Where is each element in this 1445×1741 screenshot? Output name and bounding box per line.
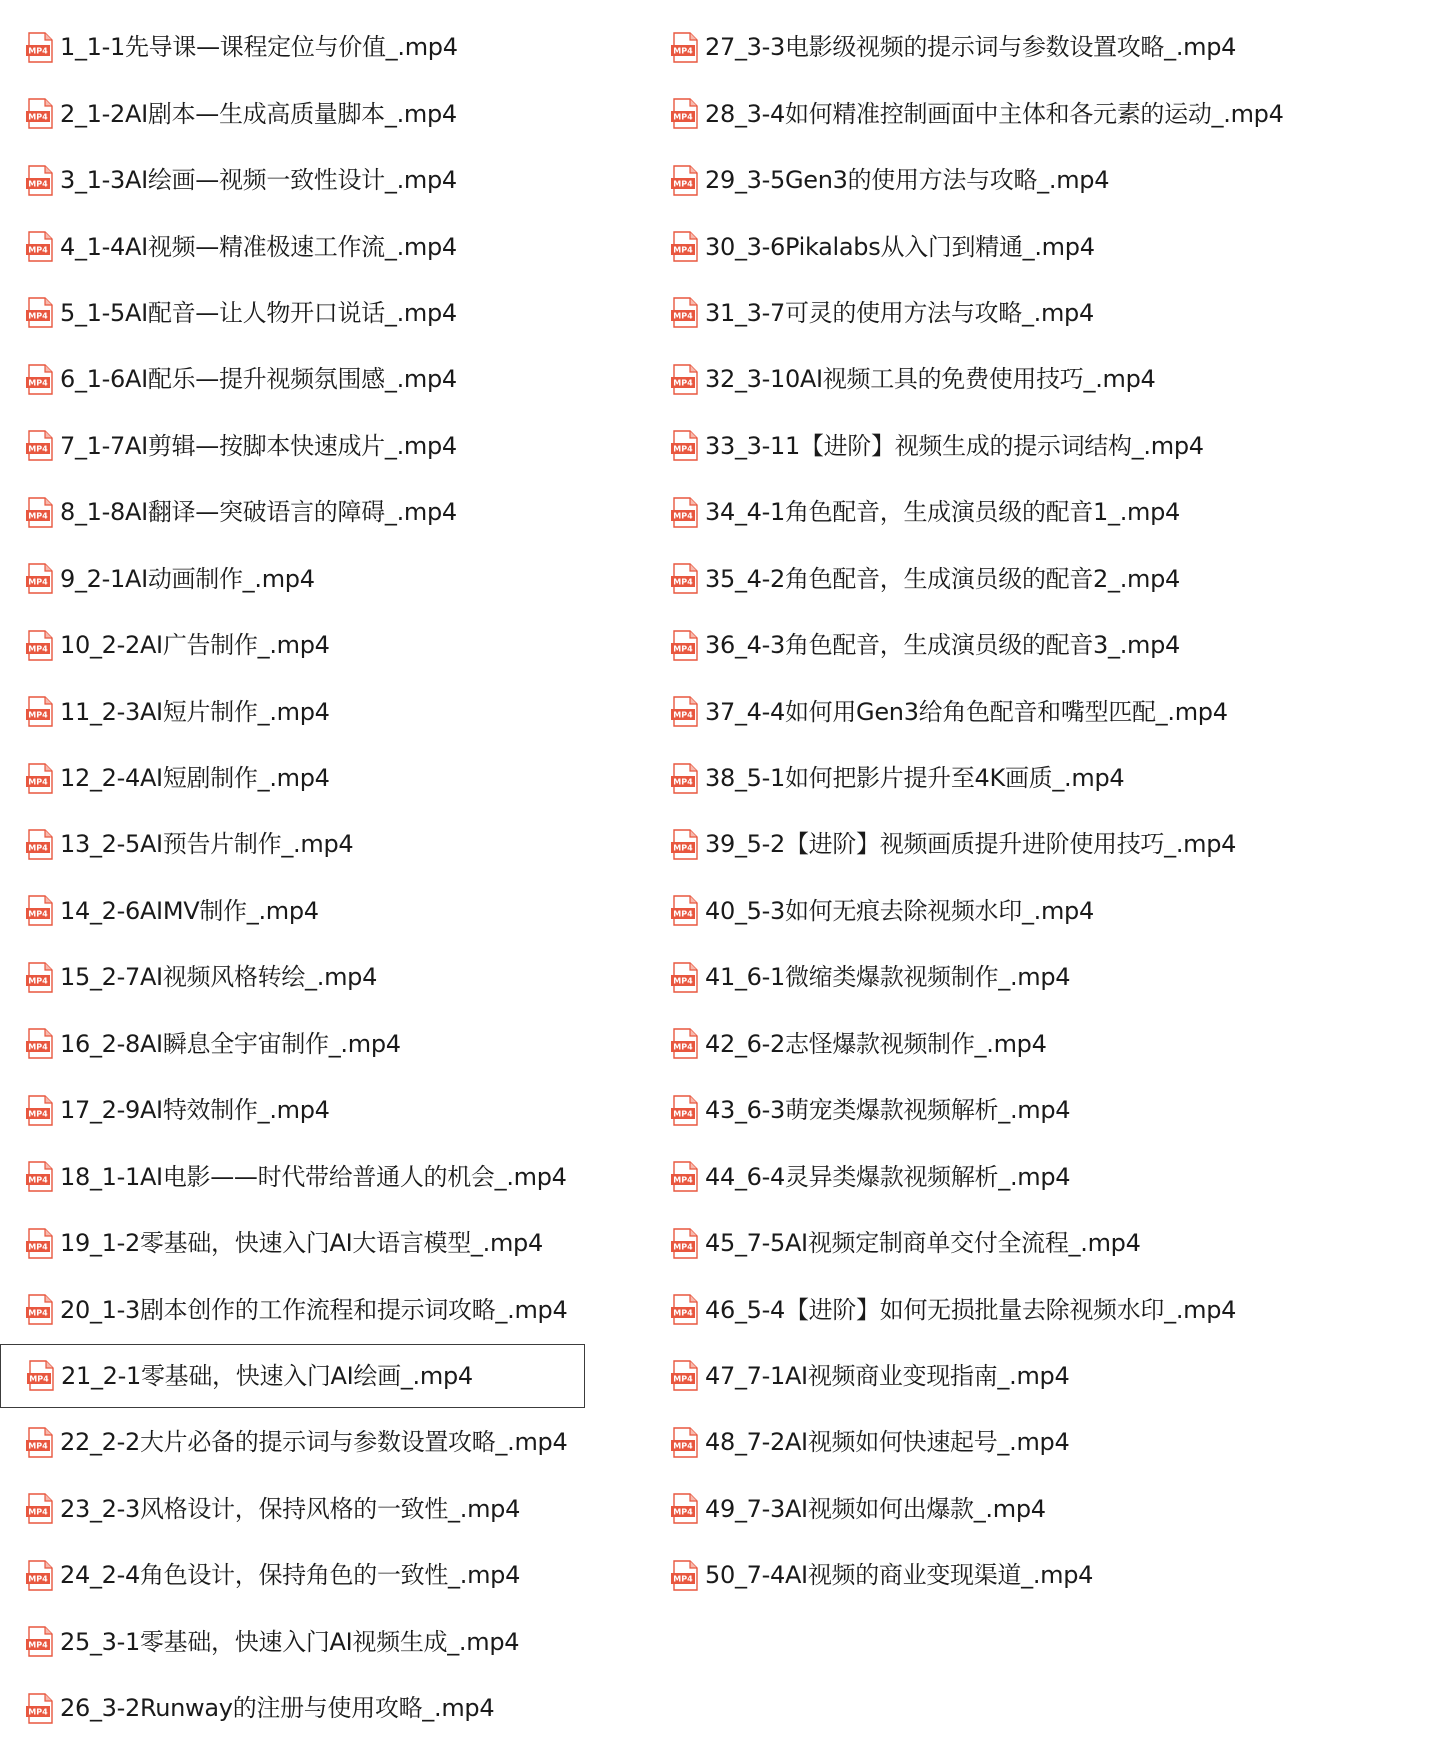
svg-text:MP4: MP4 xyxy=(28,1242,48,1252)
file-item[interactable] xyxy=(0,1675,585,1741)
mp4-file-icon xyxy=(26,364,54,395)
svg-text:MP4: MP4 xyxy=(673,777,693,787)
file-name: 1_1-1先导课—课程定位与价值_.mp4 xyxy=(60,33,458,62)
mp4-file-icon xyxy=(671,1161,699,1192)
file-name: 16_2-8AI瞬息全宇宙制作_.mp4 xyxy=(60,1029,401,1058)
file-item[interactable] xyxy=(0,1609,585,1675)
mp4-file-icon xyxy=(671,297,699,328)
svg-text:MP4: MP4 xyxy=(28,245,48,255)
svg-text:MP4: MP4 xyxy=(673,1109,693,1119)
mp4-file-icon xyxy=(671,1427,699,1458)
svg-text:MP4: MP4 xyxy=(28,909,48,919)
file-name: 19_1-2零基础，快速入门AI大语言模型_.mp4 xyxy=(60,1229,543,1258)
file-column-right xyxy=(645,14,1445,1609)
file-name: 21_2-1零基础，快速入门AI绘画_.mp4 xyxy=(61,1361,473,1390)
file-name: 46_5-4【进阶】如何无损批量去除视频水印_.mp4 xyxy=(705,1295,1237,1324)
file-item[interactable] xyxy=(645,745,1445,811)
file-item[interactable] xyxy=(0,1344,585,1408)
mp4-file-icon xyxy=(671,895,699,926)
mp4-file-icon xyxy=(671,1228,699,1259)
file-name: 50_7-4AI视频的商业变现渠道_.mp4 xyxy=(705,1561,1094,1590)
svg-text:MP4: MP4 xyxy=(673,909,693,919)
file-item[interactable] xyxy=(0,612,585,678)
file-name: 28_3-4如何精准控制画面中主体和各元素的运动_.mp4 xyxy=(705,99,1284,128)
mp4-file-icon xyxy=(671,430,699,461)
svg-text:MP4: MP4 xyxy=(28,112,48,122)
mp4-file-icon xyxy=(671,364,699,395)
file-name: 49_7-3AI视频如何出爆款_.mp4 xyxy=(705,1494,1046,1523)
file-name: 32_3-10AI视频工具的免费使用技巧_.mp4 xyxy=(705,365,1156,394)
file-item[interactable] xyxy=(0,14,585,80)
file-item[interactable] xyxy=(645,944,1445,1010)
file-name: 48_7-2AI视频如何快速起号_.mp4 xyxy=(705,1428,1070,1457)
file-name: 36_4-3角色配音，生成演员级的配音3_.mp4 xyxy=(705,631,1181,660)
mp4-file-icon xyxy=(26,497,54,528)
svg-text:MP4: MP4 xyxy=(28,1574,48,1584)
file-name: 26_3-2Runway的注册与使用攻略_.mp4 xyxy=(60,1694,495,1723)
svg-text:MP4: MP4 xyxy=(673,1042,693,1052)
file-name: 29_3-5Gen3的使用方法与攻略_.mp4 xyxy=(705,166,1110,195)
mp4-file-icon xyxy=(26,1693,54,1724)
file-item[interactable] xyxy=(645,1210,1445,1276)
file-name: 15_2-7AI视频风格转绘_.mp4 xyxy=(60,963,378,992)
file-item[interactable] xyxy=(645,878,1445,944)
svg-text:MP4: MP4 xyxy=(673,378,693,388)
svg-text:MP4: MP4 xyxy=(28,1175,48,1185)
file-name: 35_4-2角色配音，生成演员级的配音2_.mp4 xyxy=(705,564,1181,593)
svg-text:MP4: MP4 xyxy=(673,577,693,587)
svg-text:MP4: MP4 xyxy=(673,710,693,720)
mp4-file-icon xyxy=(26,430,54,461)
mp4-file-icon xyxy=(671,962,699,993)
file-name: 2_1-2AI剧本—生成高质量脚本_.mp4 xyxy=(60,99,457,128)
svg-text:MP4: MP4 xyxy=(28,1042,48,1052)
mp4-file-icon xyxy=(26,1560,54,1591)
svg-text:MP4: MP4 xyxy=(29,1374,49,1384)
svg-text:MP4: MP4 xyxy=(673,1507,693,1517)
file-name: 23_2-3风格设计，保持风格的一致性_.mp4 xyxy=(60,1494,521,1523)
file-name: 4_1-4AI视频—精准极速工作流_.mp4 xyxy=(60,232,457,261)
svg-text:MP4: MP4 xyxy=(28,1707,48,1717)
file-name: 37_4-4如何用Gen3给角色配音和嘴型匹配_.mp4 xyxy=(705,697,1228,726)
file-item[interactable] xyxy=(0,1011,585,1077)
mp4-file-icon xyxy=(671,1028,699,1059)
file-item[interactable] xyxy=(0,1409,585,1475)
file-name: 3_1-3AI绘画—视频一致性设计_.mp4 xyxy=(60,166,457,195)
file-item[interactable] xyxy=(645,546,1445,612)
file-name: 13_2-5AI预告片制作_.mp4 xyxy=(60,830,354,859)
file-item[interactable] xyxy=(0,811,585,877)
file-name: 30_3-6Pikalabs从入门到精通_.mp4 xyxy=(705,232,1095,261)
file-item[interactable] xyxy=(645,1276,1445,1342)
file-name: 12_2-4AI短剧制作_.mp4 xyxy=(60,764,330,793)
mp4-file-icon xyxy=(671,231,699,262)
mp4-file-icon xyxy=(671,1360,699,1391)
svg-text:MP4: MP4 xyxy=(673,1242,693,1252)
file-item[interactable] xyxy=(0,944,585,1010)
file-name: 18_1-1AI电影——时代带给普通人的机会_.mp4 xyxy=(60,1162,567,1191)
file-name: 47_7-1AI视频商业变现指南_.mp4 xyxy=(705,1361,1070,1390)
file-name: 17_2-9AI特效制作_.mp4 xyxy=(60,1096,330,1125)
svg-text:MP4: MP4 xyxy=(673,644,693,654)
file-item[interactable] xyxy=(645,413,1445,479)
svg-text:MP4: MP4 xyxy=(28,577,48,587)
mp4-file-icon xyxy=(671,98,699,129)
file-name: 8_1-8AI翻译—突破语言的障碍_.mp4 xyxy=(60,498,457,527)
svg-text:MP4: MP4 xyxy=(673,311,693,321)
svg-text:MP4: MP4 xyxy=(28,1109,48,1119)
file-item[interactable] xyxy=(0,546,585,612)
mp4-file-icon xyxy=(26,563,54,594)
file-name: 7_1-7AI剪辑—按脚本快速成片_.mp4 xyxy=(60,431,457,460)
mp4-file-icon xyxy=(671,829,699,860)
file-item[interactable] xyxy=(0,147,585,213)
file-name: 40_5-3如何无痕去除视频水印_.mp4 xyxy=(705,896,1094,925)
mp4-file-icon xyxy=(671,630,699,661)
file-item[interactable] xyxy=(0,1276,585,1342)
mp4-file-icon xyxy=(26,1228,54,1259)
mp4-file-icon xyxy=(671,696,699,727)
file-name: 10_2-2AI广告制作_.mp4 xyxy=(60,631,330,660)
svg-text:MP4: MP4 xyxy=(28,1507,48,1517)
mp4-file-icon xyxy=(26,165,54,196)
file-item[interactable] xyxy=(645,1542,1445,1608)
file-name: 24_2-4角色设计，保持角色的一致性_.mp4 xyxy=(60,1561,521,1590)
svg-text:MP4: MP4 xyxy=(28,710,48,720)
svg-text:MP4: MP4 xyxy=(673,46,693,56)
file-item[interactable] xyxy=(0,1476,585,1542)
file-item[interactable] xyxy=(645,612,1445,678)
svg-text:MP4: MP4 xyxy=(28,179,48,189)
svg-text:MP4: MP4 xyxy=(673,1574,693,1584)
file-item[interactable] xyxy=(0,346,585,412)
file-item[interactable] xyxy=(0,413,585,479)
file-column-left xyxy=(0,14,585,1741)
svg-text:MP4: MP4 xyxy=(28,976,48,986)
mp4-file-icon xyxy=(26,297,54,328)
svg-text:MP4: MP4 xyxy=(28,378,48,388)
mp4-file-icon xyxy=(26,696,54,727)
svg-text:MP4: MP4 xyxy=(673,444,693,454)
file-item[interactable] xyxy=(0,80,585,146)
svg-text:MP4: MP4 xyxy=(28,1441,48,1451)
file-item[interactable] xyxy=(645,811,1445,877)
file-item[interactable] xyxy=(0,213,585,279)
file-name: 42_6-2志怪爆款视频制作_.mp4 xyxy=(705,1029,1047,1058)
file-item[interactable] xyxy=(645,346,1445,412)
file-name: 5_1-5AI配音—让人物开口说话_.mp4 xyxy=(60,298,457,327)
svg-text:MP4: MP4 xyxy=(28,46,48,56)
mp4-file-icon xyxy=(26,1626,54,1657)
svg-text:MP4: MP4 xyxy=(28,777,48,787)
file-name: 9_2-1AI动画制作_.mp4 xyxy=(60,564,315,593)
file-item[interactable] xyxy=(645,1011,1445,1077)
file-item[interactable] xyxy=(0,479,585,545)
svg-text:MP4: MP4 xyxy=(28,1308,48,1318)
mp4-file-icon xyxy=(26,1427,54,1458)
svg-text:MP4: MP4 xyxy=(673,245,693,255)
file-item[interactable] xyxy=(0,745,585,811)
mp4-file-icon xyxy=(26,829,54,860)
file-item[interactable] xyxy=(645,479,1445,545)
file-item[interactable] xyxy=(0,1143,585,1209)
file-item[interactable] xyxy=(645,1343,1445,1409)
mp4-file-icon xyxy=(26,1161,54,1192)
svg-text:MP4: MP4 xyxy=(673,179,693,189)
mp4-file-icon xyxy=(671,763,699,794)
mp4-file-icon xyxy=(27,1360,55,1391)
file-name: 27_3-3电影级视频的提示词与参数设置攻略_.mp4 xyxy=(705,33,1237,62)
mp4-file-icon xyxy=(26,1095,54,1126)
mp4-file-icon xyxy=(26,630,54,661)
mp4-file-icon xyxy=(26,895,54,926)
file-name: 34_4-1角色配音，生成演员级的配音1_.mp4 xyxy=(705,498,1181,527)
mp4-file-icon xyxy=(671,497,699,528)
mp4-file-icon xyxy=(26,231,54,262)
file-name: 41_6-1微缩类爆款视频制作_.mp4 xyxy=(705,963,1071,992)
svg-text:MP4: MP4 xyxy=(673,112,693,122)
file-name: 25_3-1零基础，快速入门AI视频生成_.mp4 xyxy=(60,1627,520,1656)
file-name: 33_3-11【进阶】视频生成的提示词结构_.mp4 xyxy=(705,431,1204,460)
file-item[interactable] xyxy=(0,1210,585,1276)
file-name: 20_1-3剧本创作的工作流程和提示词攻略_.mp4 xyxy=(60,1295,568,1324)
file-name: 43_6-3萌宠类爆款视频解析_.mp4 xyxy=(705,1096,1071,1125)
mp4-file-icon xyxy=(671,1493,699,1524)
file-name: 44_6-4灵异类爆款视频解析_.mp4 xyxy=(705,1162,1071,1191)
file-name: 45_7-5AI视频定制商单交付全流程_.mp4 xyxy=(705,1229,1141,1258)
mp4-file-icon xyxy=(671,165,699,196)
file-item[interactable] xyxy=(645,1077,1445,1143)
mp4-file-icon xyxy=(26,763,54,794)
file-item[interactable] xyxy=(0,1077,585,1143)
mp4-file-icon xyxy=(26,1028,54,1059)
file-name: 14_2-6AIMV制作_.mp4 xyxy=(60,896,319,925)
mp4-file-icon xyxy=(26,1294,54,1325)
svg-text:MP4: MP4 xyxy=(28,444,48,454)
mp4-file-icon xyxy=(26,32,54,63)
file-item[interactable] xyxy=(645,147,1445,213)
file-item[interactable] xyxy=(645,678,1445,744)
file-item[interactable] xyxy=(645,1409,1445,1475)
svg-text:MP4: MP4 xyxy=(673,976,693,986)
file-item[interactable] xyxy=(0,678,585,744)
svg-text:MP4: MP4 xyxy=(673,1308,693,1318)
file-name: 38_5-1如何把影片提升至4K画质_.mp4 xyxy=(705,764,1125,793)
svg-text:MP4: MP4 xyxy=(673,843,693,853)
mp4-file-icon xyxy=(671,32,699,63)
file-item[interactable] xyxy=(645,280,1445,346)
file-item[interactable] xyxy=(645,213,1445,279)
file-name: 6_1-6AI配乐—提升视频氛围感_.mp4 xyxy=(60,365,457,394)
file-name: 22_2-2大片必备的提示词与参数设置攻略_.mp4 xyxy=(60,1428,568,1457)
mp4-file-icon xyxy=(671,1294,699,1325)
file-item[interactable] xyxy=(645,1143,1445,1209)
mp4-file-icon xyxy=(26,962,54,993)
file-item[interactable] xyxy=(645,14,1445,80)
svg-text:MP4: MP4 xyxy=(28,1640,48,1650)
svg-text:MP4: MP4 xyxy=(673,1374,693,1384)
svg-text:MP4: MP4 xyxy=(673,1175,693,1185)
svg-text:MP4: MP4 xyxy=(28,511,48,521)
svg-text:MP4: MP4 xyxy=(673,1441,693,1451)
file-name: 31_3-7可灵的使用方法与攻略_.mp4 xyxy=(705,298,1094,327)
file-name: 39_5-2【进阶】视频画质提升进阶使用技巧_.mp4 xyxy=(705,830,1237,859)
mp4-file-icon xyxy=(671,1560,699,1591)
svg-text:MP4: MP4 xyxy=(28,311,48,321)
mp4-file-icon xyxy=(26,98,54,129)
file-item[interactable] xyxy=(645,80,1445,146)
svg-text:MP4: MP4 xyxy=(28,843,48,853)
file-item[interactable] xyxy=(0,1542,585,1608)
svg-text:MP4: MP4 xyxy=(673,511,693,521)
mp4-file-icon xyxy=(26,1493,54,1524)
file-item[interactable] xyxy=(0,280,585,346)
file-name: 11_2-3AI短片制作_.mp4 xyxy=(60,697,330,726)
file-item[interactable] xyxy=(0,878,585,944)
mp4-file-icon xyxy=(671,563,699,594)
mp4-file-icon xyxy=(671,1095,699,1126)
file-item[interactable] xyxy=(645,1476,1445,1542)
svg-text:MP4: MP4 xyxy=(28,644,48,654)
